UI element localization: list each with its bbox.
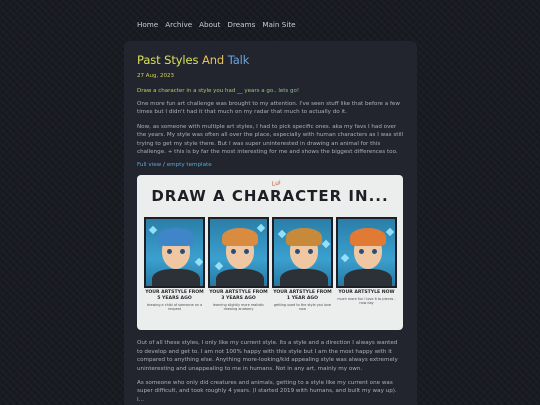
sparkle-icon <box>215 262 223 270</box>
challenge-panel <box>208 217 269 323</box>
panel-note: much more fun I love it to pieces - now day <box>337 297 396 306</box>
challenge-panel <box>272 217 333 323</box>
panel-label: YOUR ARTSTYLE NOW <box>338 290 395 296</box>
sparkle-icon <box>341 254 349 262</box>
challenge-panel <box>336 217 397 323</box>
challenge-heading: DRAW A CHARACTER IN... <box>151 187 389 206</box>
post-paragraph-1: One more fun art challenge was brought to my attention. I've seen stuff like that before a few times but I didn't had it that much on my radar that much to actually do it. <box>137 101 400 116</box>
full-view-link[interactable]: Full view <box>137 162 162 169</box>
sparkle-icon <box>386 228 394 236</box>
post-title <box>137 53 404 67</box>
portrait-5-years-ago <box>144 217 205 288</box>
challenge-scribble: Lui <box>271 179 282 189</box>
character-shirt <box>152 269 200 288</box>
character-shirt <box>344 269 392 288</box>
panel-note: learning slightly more realistic drawing anatomy <box>212 302 265 311</box>
panel-note: drawing a chibi of someone on a request <box>146 302 203 311</box>
nav-home[interactable]: Home <box>137 20 159 29</box>
post-card <box>124 41 417 405</box>
character-shirt <box>280 269 328 288</box>
empty-template-link[interactable]: empty template <box>166 162 212 169</box>
character-shirt <box>216 269 264 288</box>
portrait-1-year-ago <box>272 217 333 288</box>
sparkle-icon <box>149 226 157 234</box>
character-hair <box>158 228 194 246</box>
post-paragraph-4: As someone who only did creatures and animals, getting to a style like my current one was super difficult, and took roughly 4 years. (I started 2019 with humans, and built my way up). I... <box>137 380 397 403</box>
challenge-image[interactable] <box>137 175 403 330</box>
nav-about[interactable]: About <box>199 20 221 29</box>
nav-archive[interactable]: Archive <box>165 20 193 29</box>
link-separator: / <box>161 162 167 169</box>
sparkle-icon <box>195 258 203 266</box>
title-part-past-styles: Past Styles <box>137 53 199 67</box>
sparkle-icon <box>322 240 330 248</box>
panel-label: YOUR ARTSTYLE FROM 3 YEARS AGO <box>209 290 268 302</box>
post-paragraph-3: Out of all these styles, I only like my current style. Its a style and a direction I always wanted to develop and get to. I am not 100% happy with this style but I am the most happy with it compared to anything else. Anything more-looking/kid appealing style was always extremely uninteresting and unappealing to me in humans. Not in any art, mainly my own. <box>137 340 398 372</box>
sparkle-icon <box>278 230 286 238</box>
nav-main-site[interactable]: Main Site <box>262 20 296 29</box>
portrait-3-years-ago <box>208 217 269 288</box>
nav-dreams[interactable]: Dreams <box>227 20 256 29</box>
character-hair <box>350 228 386 246</box>
challenge-panel <box>144 217 205 323</box>
title-part-and: And <box>201 53 225 67</box>
post-paragraph-2: Now, as someone with multiple art styles, I had to pick specific ones. aka my favs I had over the years. My style was often all over the place, especially with human characters as I was still trying to get my style there. But I was super uninterested in drawing an animal for this challenge. + this is by far the most interesting for me and shows the biggest differences too. <box>137 123 404 156</box>
panel-label: YOUR ARTSTYLE FROM 5 YEARS AGO <box>145 290 204 302</box>
panel-note: getting used to the style you love now <box>273 302 332 311</box>
portrait-now <box>336 217 397 288</box>
image-links <box>137 162 404 168</box>
character-hair <box>222 228 258 246</box>
title-part-talk: Talk <box>227 53 250 67</box>
main-nav <box>137 20 296 29</box>
panel-label: YOUR ARTSTYLE FROM 1 YEAR AGO <box>273 290 332 302</box>
post-date: 27 Aug, 2023 <box>137 73 174 79</box>
sparkle-icon <box>257 224 265 232</box>
post-subtitle: Draw a character in a style you had __ years a go.. lets go! <box>137 88 404 94</box>
challenge-panels <box>144 217 397 323</box>
character-hair <box>286 228 322 246</box>
